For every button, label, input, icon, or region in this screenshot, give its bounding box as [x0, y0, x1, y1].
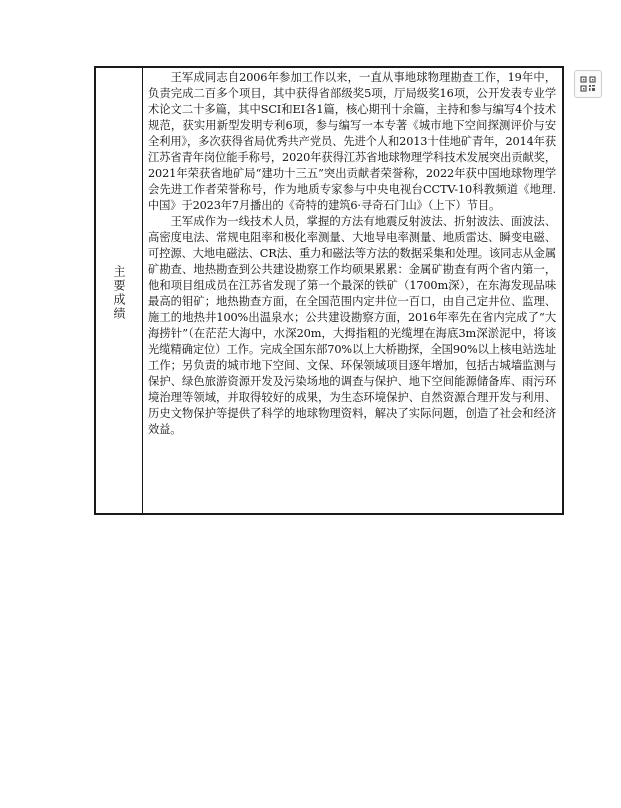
achievements-table: [94, 66, 564, 515]
label-cell: [96, 68, 143, 513]
qr-code-button[interactable]: [574, 70, 602, 98]
content-cell: [144, 68, 562, 513]
achievement-paragraph-1: 王军成同志自2006年参加工作以来，一直从事地球物理勘查工作，19年中，负责完成二百多个项目，其中获得省部级奖5项，厅局级奖16项，公开发表专业学术论文二十多篇，其中SCI和EI各1篇，核心期刊十余篇，主持和参与编写4个技术规范，获实用新型发明专利6项，参与编写一本专著《城市地下空间探测评价与安全利用》，多次获得省局优秀共产党员、先进个人和2013十佳地矿青年，2014年获江苏省青年岗位能手称号，2020年获得江苏省地球物理学科技术发展突出贡献奖，2021年荣获省地矿局“建功十三五”突出贡献者荣誉称，2022年获中国地球物理学会先进工作者荣誉称号，作为地质专家参与中央电视台CCTV-10科教频道《地理.中国》于2023年7月播出的《奇特的建筑6·寻奇石门山》（上下）节目。: [148, 71, 556, 212]
qr-code-icon: [580, 76, 596, 92]
main-achievements-label: 主要成绩: [112, 265, 126, 321]
achievement-paragraph-2: 王军成作为一线技术人员，掌握的方法有地震反射波法、折射波法、面波法、高密度电法、常规电阻率和极化率测量、大地导电率测量、地质雷达、瞬变电磁、可控源、大地电磁法、CR法、重力和磁法等方法的数据采集和处理。该同志从金属矿勘查、地热勘查到公共建设勘察工作均硕果累累：金属矿勘查有两个省内第一，他和项目组成员在江苏省发现了第一个最深的铁矿（1700m深），在东海发现品味最高的钼矿；地热勘查方面，在全国范围内定井位一百口，由自己定井位、监理、施工的地热井100%出温泉水；公共建设勘察方面，2016年率先在省内完成了“大海捞针”（在茫茫大海中，水深20m，大拇指粗的光缆埋在海底3m深淤泥中，将该光缆精确定位）工作。完成全国东部70%以上大桥勘探，全国90%以上核电站选址工作；另负责的城市地下空间、文保、环保领域项目逐年增加，包括古城墙监测与保护、绿色旅游资源开发及污染场地的调查与保护、地下空间能源储备库、雨污环境治理等领域，并取得较好的成果，为生态环境保护、自然资源合理开发与利用、历史文物保护等提供了科学的地球物理资料，解决了实际问题，创造了社会和经济效益。: [148, 215, 556, 436]
